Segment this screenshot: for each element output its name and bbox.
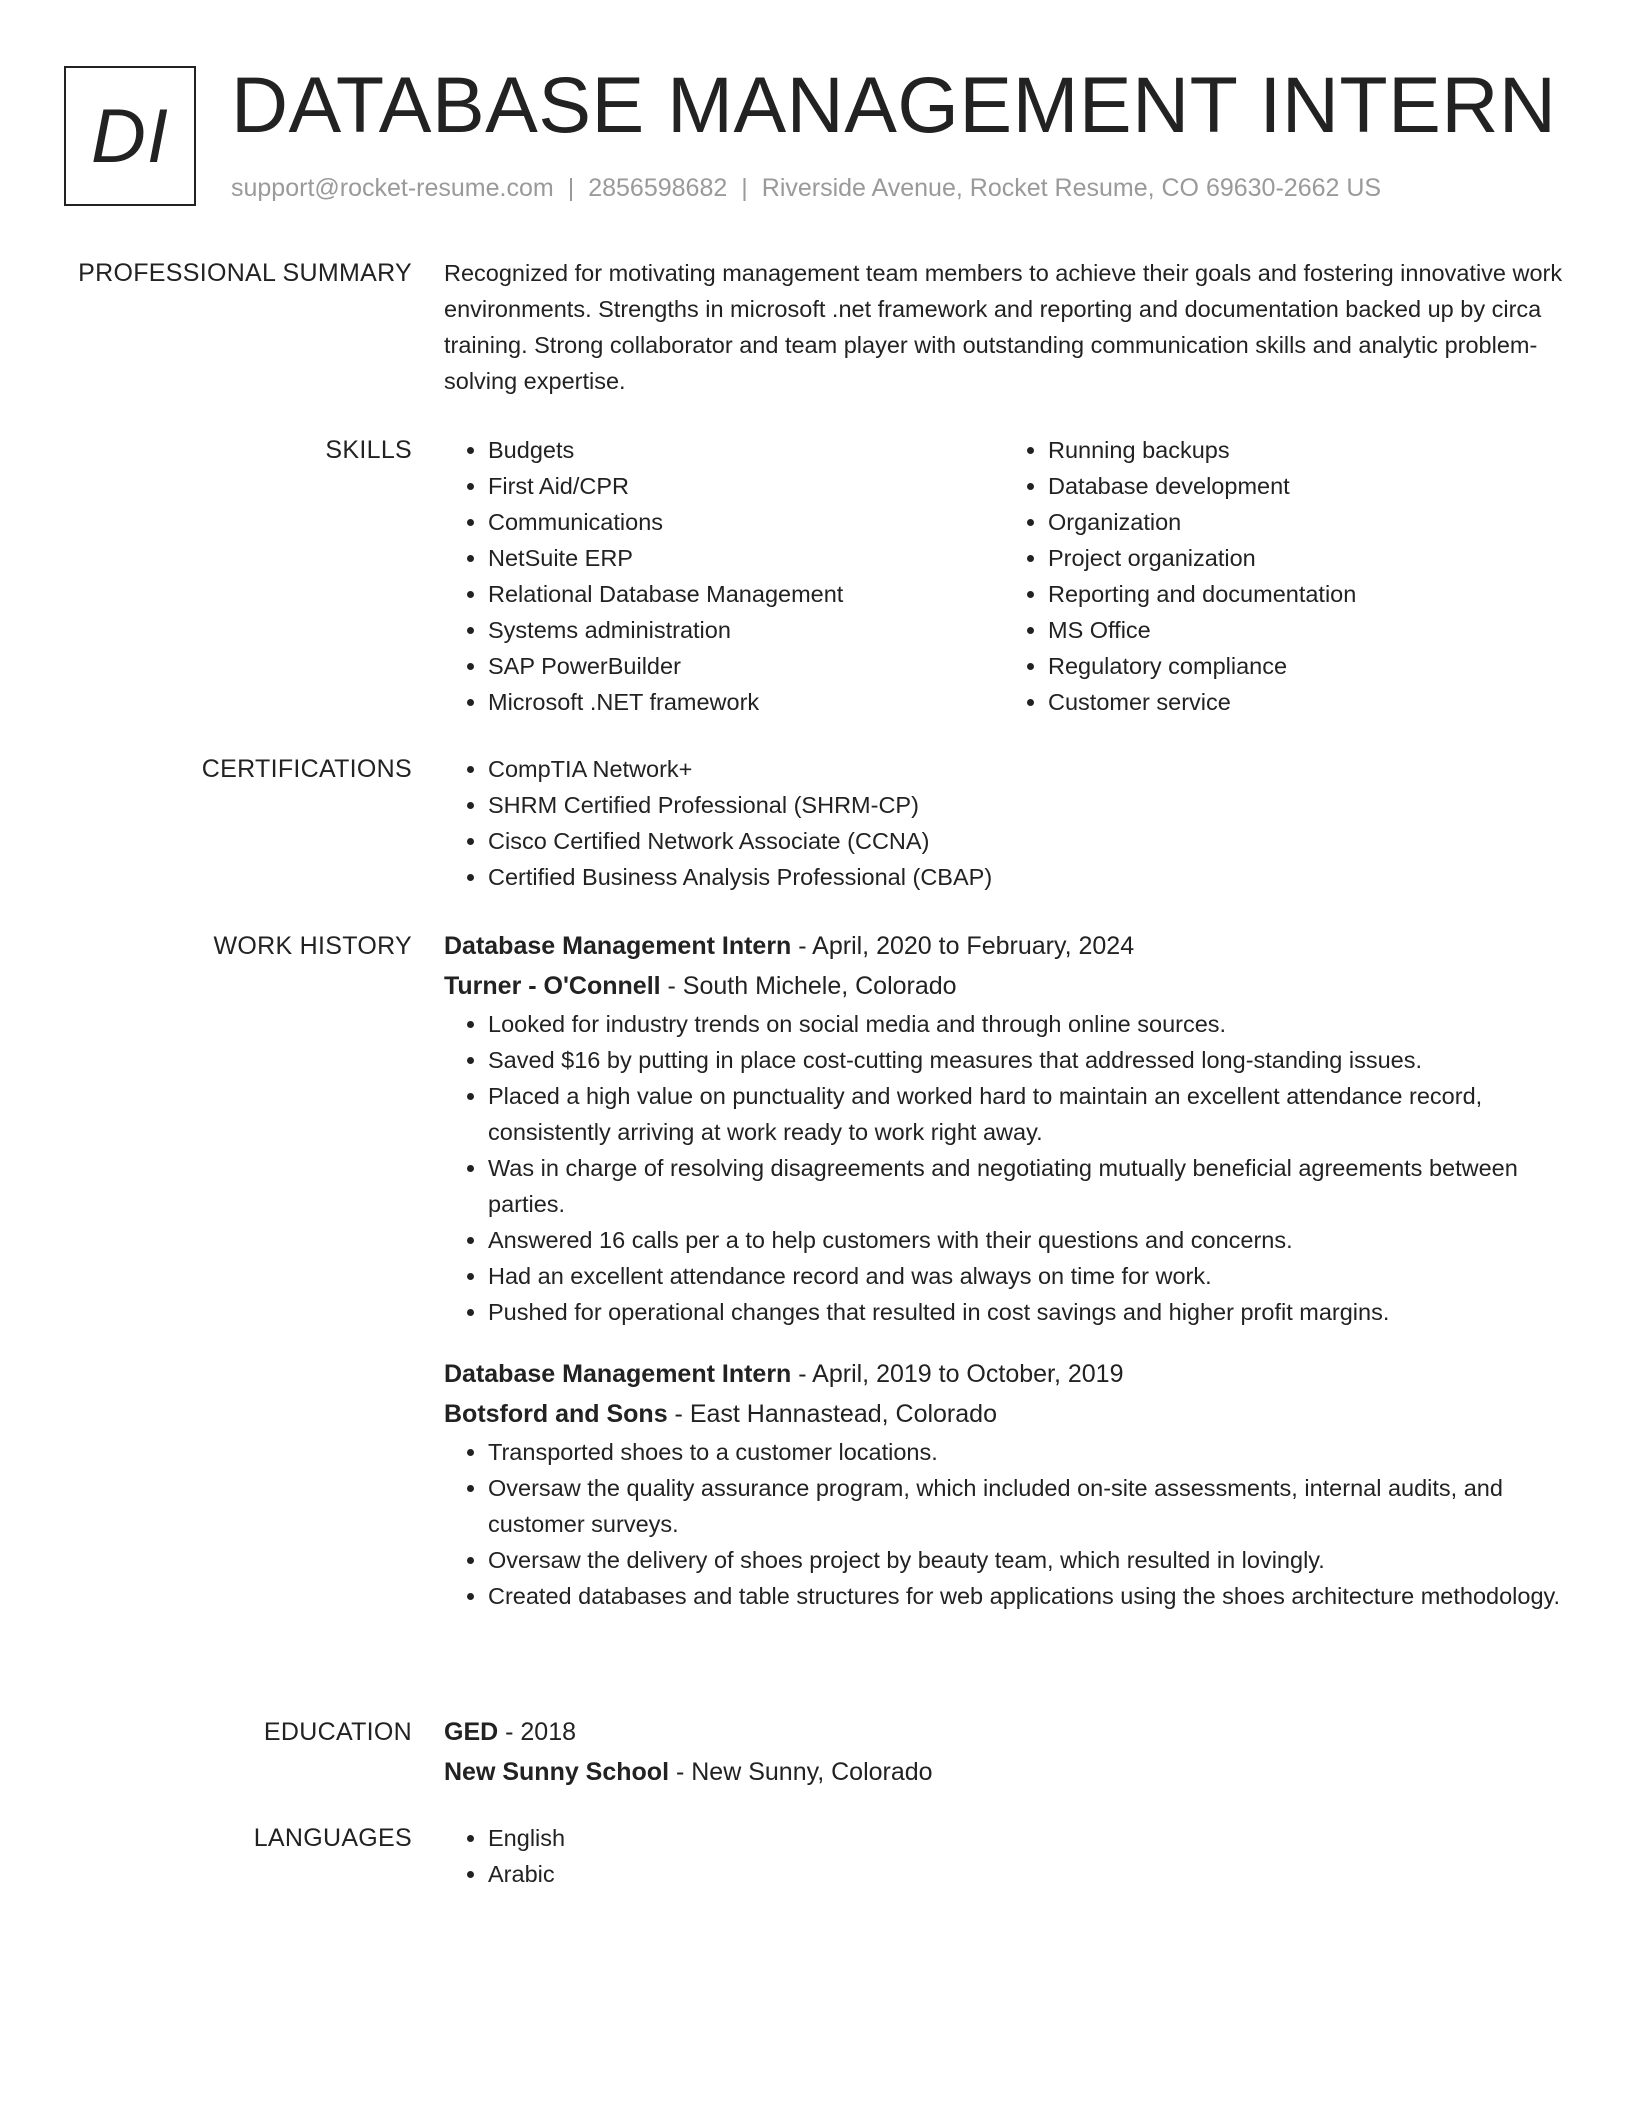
job-location: - South Michele, Colorado: [660, 972, 957, 1000]
certifications-body: [444, 751, 1564, 895]
job-bullet: • Saved $16 by putting in place cost-cutting measures that addressed long-standing issues.: [488, 1042, 1564, 1078]
job-bullet: • Placed a high value on punctuality and worked hard to maintain an excellent attendance record, consistently arriving at work ready to work right away.: [488, 1078, 1564, 1150]
job-bullet: • Transported shoes to a customer locations.: [488, 1434, 1564, 1470]
skill-item: • Database development: [1048, 468, 1564, 504]
section-label: WORK HISTORY: [213, 932, 412, 960]
section-label: CERTIFICATIONS: [201, 755, 412, 783]
language-item: • Arabic: [488, 1856, 1564, 1892]
job-bullet: • Had an excellent attendance record and was always on time for work.: [488, 1258, 1564, 1294]
summary-text: Recognized for motivating management team members to achieve their goals and fostering innovative work environments. Strengths in microsoft .net framework and reporting and documentation backed up by circa training. Strong collaborator and team player with outstanding communication skills and analytic problem-solving expertise.: [444, 260, 1563, 394]
job-title: Database Management Intern: [444, 1360, 792, 1388]
certification-item: • CompTIA Network+: [488, 751, 1564, 787]
skill-item: • Running backups: [1048, 432, 1564, 468]
skill-item: • First Aid/CPR: [488, 468, 1004, 504]
section-label: EDUCATION: [263, 1718, 412, 1746]
education-school-line: [444, 1752, 1564, 1792]
education-year: - 2018: [498, 1718, 577, 1746]
job-company: Turner - O'Connell: [444, 972, 661, 1000]
page-title: DATABASE MANAGEMENT INTERN: [231, 60, 1557, 149]
education-body: [444, 1712, 1564, 1792]
contact-separator: |: [741, 174, 748, 202]
skills-list-right: [1004, 432, 1564, 720]
skill-item: • SAP PowerBuilder: [488, 648, 1004, 684]
certification-item: • SHRM Certified Professional (SHRM-CP): [488, 787, 1564, 823]
education-degree-line: [444, 1712, 1564, 1752]
work-history-body: [444, 926, 1564, 1614]
skill-item: • Organization: [1048, 504, 1564, 540]
skill-item: • NetSuite ERP: [488, 540, 1004, 576]
skill-item: • Budgets: [488, 432, 1004, 468]
skill-item: • Communications: [488, 504, 1004, 540]
job-bullet: • Pushed for operational changes that resulted in cost savings and higher profit margins.: [488, 1294, 1564, 1330]
job-title-line: [444, 926, 1564, 966]
skill-item: • Project organization: [1048, 540, 1564, 576]
skill-item: • Systems administration: [488, 612, 1004, 648]
job-entry: [444, 1354, 1564, 1614]
job-bullets: [444, 1434, 1564, 1614]
job-dates: - April, 2019 to October, 2019: [791, 1360, 1124, 1388]
skill-item: • Regulatory compliance: [1048, 648, 1564, 684]
language-item: • English: [488, 1820, 1564, 1856]
skill-item: • Microsoft .NET framework: [488, 684, 1004, 720]
contact-separator: |: [567, 174, 575, 202]
languages-body: [444, 1820, 1564, 1892]
job-company-line: [444, 1394, 1564, 1434]
job-bullet: • Looked for industry trends on social media and through online sources.: [488, 1006, 1564, 1042]
job-bullet: • Answered 16 calls per a to help customers with their questions and concerns.: [488, 1222, 1564, 1258]
certification-item: • Cisco Certified Network Associate (CCNA): [488, 823, 1564, 859]
section-label: PROFESSIONAL SUMMARY: [78, 259, 412, 287]
section-label: SKILLS: [325, 436, 412, 464]
job-entry: [444, 926, 1564, 1330]
job-bullet: • Created databases and table structures for web applications using the shoes architecture methodology.: [488, 1578, 1564, 1614]
job-dates: - April, 2020 to February, 2024: [791, 932, 1135, 960]
contact-email[interactable]: support@rocket-resume.com: [231, 174, 554, 202]
monogram-logo: DI: [64, 66, 196, 206]
section-label: LANGUAGES: [253, 1824, 412, 1852]
job-title-line: [444, 1354, 1564, 1394]
skill-item: • Reporting and documentation: [1048, 576, 1564, 612]
certifications-list: [444, 751, 1564, 895]
education-school: New Sunny School: [444, 1758, 670, 1786]
skill-item: • Relational Database Management: [488, 576, 1004, 612]
job-bullet: • Oversaw the delivery of shoes project by beauty team, which resulted in lovingly.: [488, 1542, 1564, 1578]
job-location: - East Hannastead, Colorado: [667, 1400, 997, 1428]
job-company-line: [444, 966, 1564, 1006]
job-bullet: • Oversaw the quality assurance program, which included on-site assessments, internal audits, and customer surveys.: [488, 1470, 1564, 1542]
job-title: Database Management Intern: [444, 932, 792, 960]
education-location: - New Sunny, Colorado: [669, 1758, 933, 1786]
skill-item: • MS Office: [1048, 612, 1564, 648]
certification-item: • Certified Business Analysis Professional (CBAP): [488, 859, 1564, 895]
contact-line: [231, 174, 1381, 203]
skills-list-left: [444, 432, 1004, 720]
job-bullet: • Was in charge of resolving disagreements and negotiating mutually beneficial agreements between parties.: [488, 1150, 1564, 1222]
contact-address: Riverside Avenue, Rocket Resume, CO 69630-2662 US: [761, 174, 1382, 202]
contact-phone[interactable]: 2856598682: [588, 174, 728, 202]
job-company: Botsford and Sons: [444, 1400, 668, 1428]
skill-item: • Customer service: [1048, 684, 1564, 720]
languages-list: [444, 1820, 1564, 1892]
education-degree: GED: [444, 1718, 499, 1746]
job-bullets: [444, 1006, 1564, 1330]
skills-columns: [444, 432, 1564, 720]
